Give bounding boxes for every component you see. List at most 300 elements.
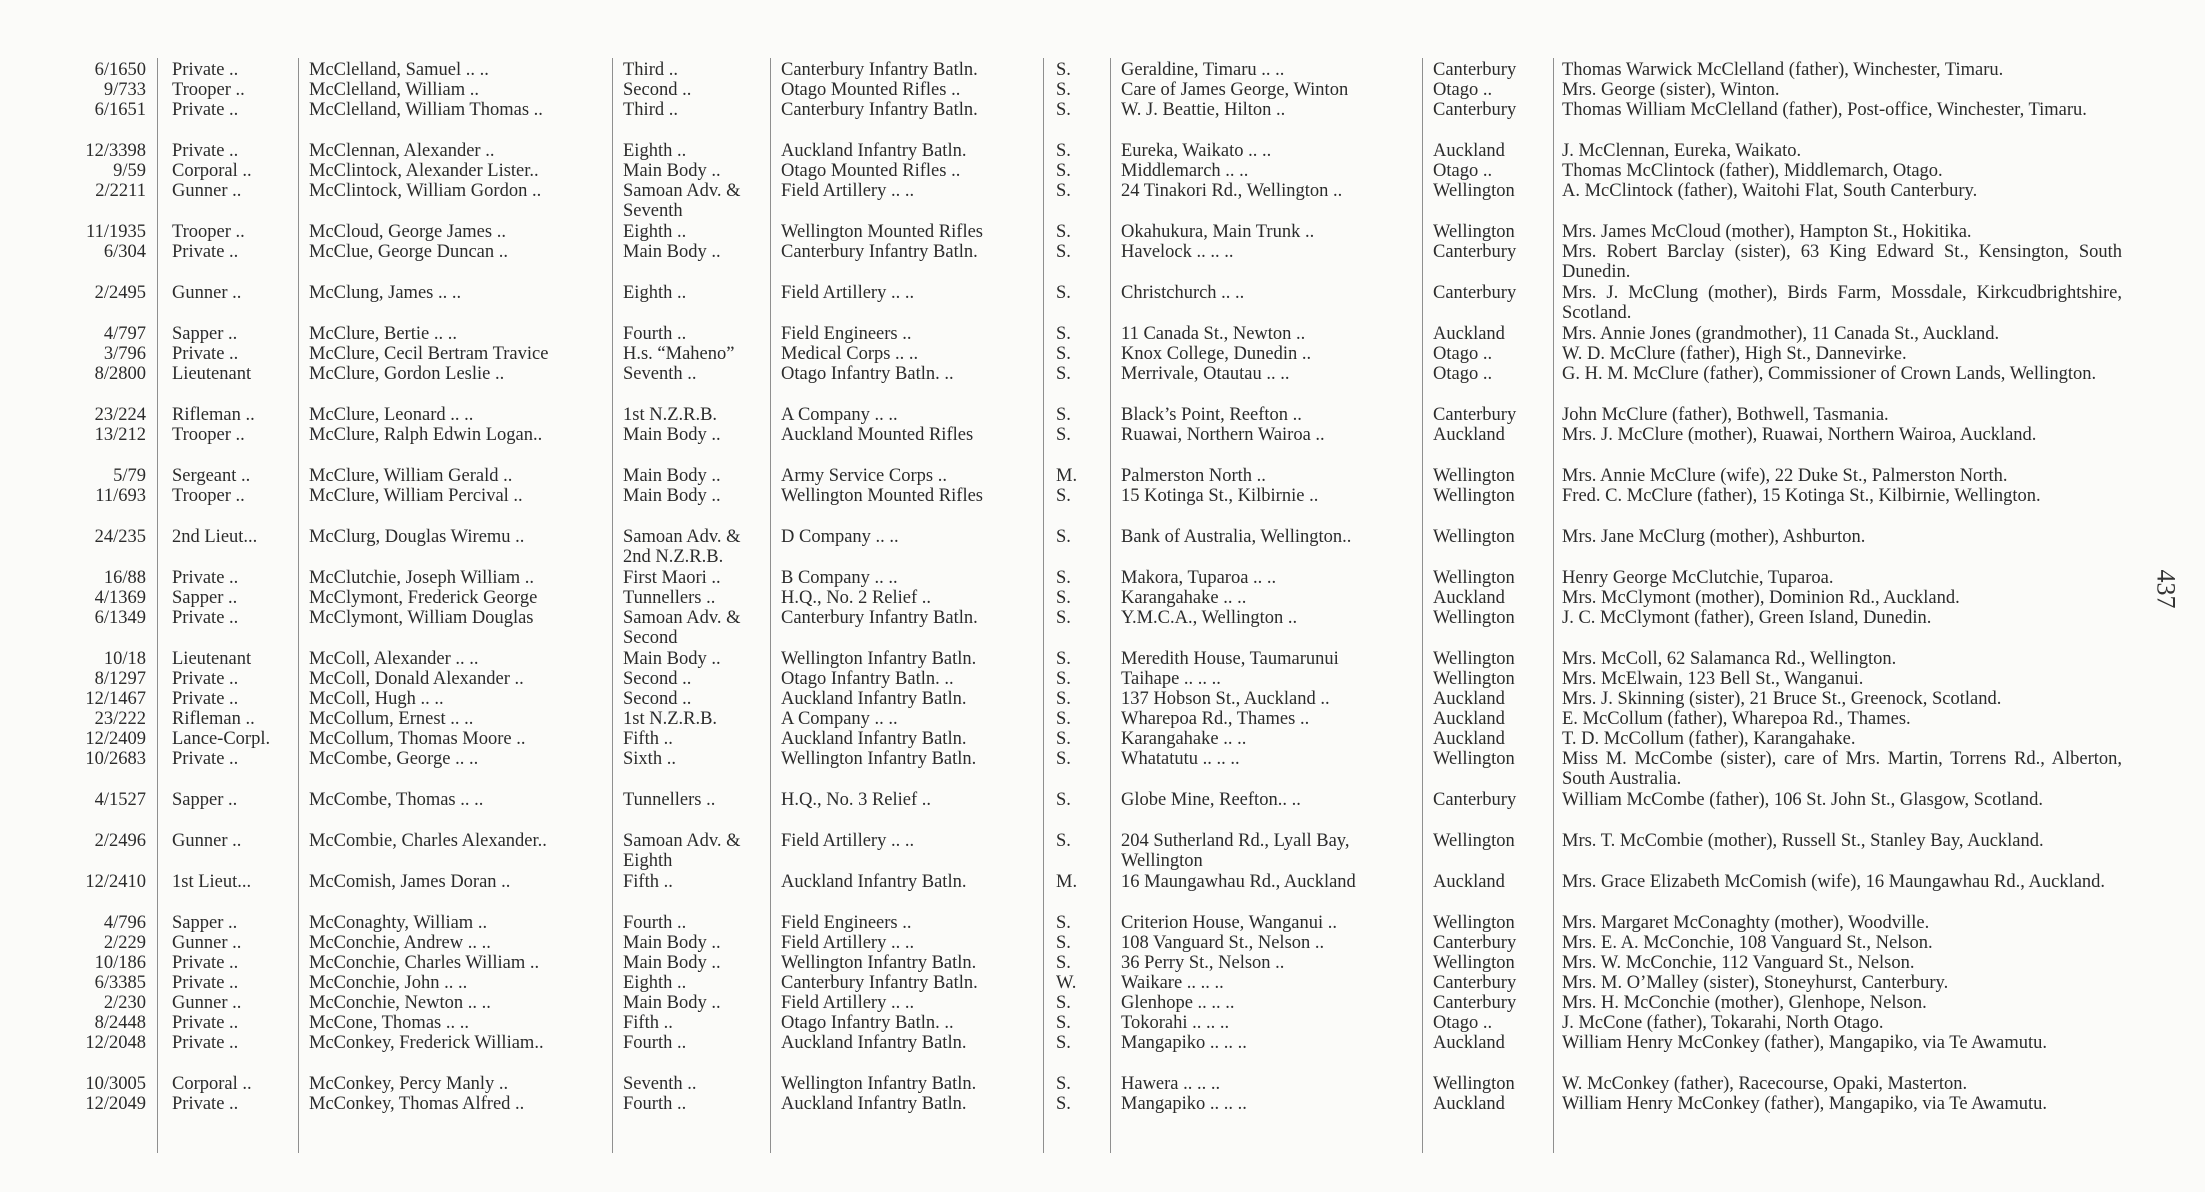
- district: Canterbury: [1433, 60, 1517, 80]
- unit: Otago Infantry Batln. ..: [781, 1013, 954, 1033]
- district: Auckland: [1433, 1094, 1505, 1114]
- marital-status: S.: [1056, 729, 1071, 749]
- next-of-kin: Mrs. J. McClung (mother), Birds Farm, Mossdale, Kirkcudbrightshire, Scotland.: [1562, 283, 2122, 324]
- last-address: Mangapiko .. .. ..: [1121, 1033, 1247, 1053]
- unit: Canterbury Infantry Batln.: [781, 100, 978, 120]
- marital-status: S.: [1056, 993, 1071, 1013]
- last-address: Taihape .. .. ..: [1121, 669, 1221, 689]
- rank: Private ..: [172, 60, 239, 80]
- soldier-name: McClure, Ralph Edwin Logan..: [309, 425, 543, 445]
- unit: Otago Infantry Batln. ..: [781, 364, 954, 384]
- unit: Canterbury Infantry Batln.: [781, 60, 978, 80]
- draft: Main Body ..: [623, 425, 721, 445]
- soldier-name: McClutchie, Joseph William ..: [309, 568, 534, 588]
- unit: Auckland Infantry Batln.: [781, 729, 967, 749]
- district: Wellington: [1433, 181, 1515, 201]
- unit: Canterbury Infantry Batln.: [781, 608, 978, 628]
- regimental-number: 16/88: [103, 568, 146, 588]
- rank: Trooper ..: [172, 222, 245, 242]
- last-address: Mangapiko .. .. ..: [1121, 1094, 1247, 1114]
- unit: Auckland Infantry Batln.: [781, 1033, 967, 1053]
- district: Canterbury: [1433, 100, 1517, 120]
- next-of-kin: A. McClintock (father), Waitohi Flat, South Canterbury.: [1562, 181, 1978, 201]
- unit: Auckland Mounted Rifles: [781, 425, 974, 445]
- marital-status: S.: [1056, 324, 1071, 344]
- soldier-name: McClure, William Percival ..: [309, 486, 523, 506]
- rank: Private ..: [172, 953, 239, 973]
- rank: Private ..: [172, 669, 239, 689]
- last-address: Globe Mine, Reefton.. ..: [1121, 790, 1301, 810]
- last-address: Hawera .. .. ..: [1121, 1074, 1221, 1094]
- soldier-name: McClung, James .. ..: [309, 283, 462, 303]
- district: Auckland: [1433, 729, 1505, 749]
- marital-status: M.: [1056, 466, 1078, 486]
- column-rule: [298, 58, 299, 1153]
- marital-status: S.: [1056, 242, 1071, 262]
- next-of-kin: Mrs. McColl, 62 Salamanca Rd., Wellington.: [1562, 649, 1897, 669]
- regimental-number: 13/212: [94, 425, 146, 445]
- marital-status: S.: [1056, 790, 1071, 810]
- rank: Sapper ..: [172, 324, 238, 344]
- rank: Private ..: [172, 1033, 239, 1053]
- soldier-name: McClure, William Gerald ..: [309, 466, 513, 486]
- next-of-kin: William McCombe (father), 106 St. John St., Glasgow, Scotland.: [1562, 790, 2044, 810]
- next-of-kin: Mrs. Annie McClure (wife), 22 Duke St., Palmerston North.: [1562, 466, 2008, 486]
- soldier-name: McClennan, Alexander ..: [309, 141, 495, 161]
- rank: Lieutenant: [172, 649, 252, 669]
- last-address: 36 Perry St., Nelson ..: [1121, 953, 1285, 973]
- district: Wellington: [1433, 913, 1515, 933]
- last-address: Eureka, Waikato .. ..: [1121, 141, 1272, 161]
- last-address: Knox College, Dunedin ..: [1121, 344, 1312, 364]
- last-address: Wharepoa Rd., Thames ..: [1121, 709, 1310, 729]
- last-address: Makora, Tuparoa .. ..: [1121, 568, 1277, 588]
- district: Canterbury: [1433, 405, 1517, 425]
- soldier-name: McConchie, Newton .. ..: [309, 993, 491, 1013]
- marital-status: S.: [1056, 100, 1071, 120]
- soldier-name: McClurg, Douglas Wiremu ..: [309, 527, 525, 547]
- unit: Wellington Infantry Batln.: [781, 649, 977, 669]
- soldier-name: McCollum, Ernest .. ..: [309, 709, 474, 729]
- rank: Trooper ..: [172, 425, 245, 445]
- next-of-kin: William Henry McConkey (father), Mangapiko, via Te Awamutu.: [1562, 1094, 2048, 1114]
- rank: Gunner ..: [172, 283, 242, 303]
- last-address: 15 Kotinga St., Kilbirnie ..: [1121, 486, 1319, 506]
- unit: Field Artillery .. ..: [781, 933, 915, 953]
- soldier-name: McClure, Gordon Leslie ..: [309, 364, 505, 384]
- soldier-name: McConkey, Percy Manly ..: [309, 1074, 509, 1094]
- draft: Seventh ..: [623, 364, 697, 384]
- regimental-number: 12/3398: [85, 141, 146, 161]
- unit: B Company .. ..: [781, 568, 898, 588]
- regimental-number: 10/18: [103, 649, 146, 669]
- next-of-kin: T. D. McCollum (father), Karangahake.: [1562, 729, 1856, 749]
- last-address: 16 Maungawhau Rd., Auckland: [1121, 872, 1356, 892]
- marital-status: S.: [1056, 486, 1071, 506]
- soldier-name: McColl, Donald Alexander ..: [309, 669, 524, 689]
- soldier-name: McConchie, Andrew .. ..: [309, 933, 491, 953]
- district: Wellington: [1433, 486, 1515, 506]
- next-of-kin: W. McConkey (father), Racecourse, Opaki, Masterton.: [1562, 1074, 1968, 1094]
- district: Auckland: [1433, 709, 1505, 729]
- regimental-number: 23/222: [94, 709, 146, 729]
- soldier-name: McConkey, Thomas Alfred ..: [309, 1094, 525, 1114]
- draft: Samoan Adv. & Eighth: [623, 831, 741, 872]
- soldier-name: McConaghty, William ..: [309, 913, 488, 933]
- last-address: Ruawai, Northern Wairoa ..: [1121, 425, 1325, 445]
- regimental-number: 10/2683: [85, 749, 146, 769]
- regimental-number: 2/2211: [95, 181, 146, 201]
- last-address: Karangahake .. ..: [1121, 588, 1247, 608]
- rank: Private ..: [172, 1013, 239, 1033]
- soldier-name: McClure, Bertie .. ..: [309, 324, 457, 344]
- soldier-name: McColl, Hugh .. ..: [309, 689, 444, 709]
- last-address: Havelock .. .. ..: [1121, 242, 1234, 262]
- regimental-number: 2/2495: [94, 283, 146, 303]
- next-of-kin: Mrs. McClymont (mother), Dominion Rd., Auckland.: [1562, 588, 1960, 608]
- rank: Private ..: [172, 1094, 239, 1114]
- marital-status: S.: [1056, 588, 1071, 608]
- district: Wellington: [1433, 953, 1515, 973]
- regimental-number: 12/1467: [85, 689, 146, 709]
- next-of-kin: Mrs. George (sister), Winton.: [1562, 80, 1780, 100]
- marital-status: M.: [1056, 872, 1078, 892]
- unit: Auckland Infantry Batln.: [781, 1094, 967, 1114]
- rank: Trooper ..: [172, 486, 245, 506]
- regimental-number: 12/2049: [85, 1094, 146, 1114]
- draft: Second ..: [623, 669, 692, 689]
- rank: Gunner ..: [172, 181, 242, 201]
- regimental-number: 8/1297: [94, 669, 146, 689]
- next-of-kin: Mrs. Robert Barclay (sister), 63 King Edward St., Kensington, South Dunedin.: [1562, 242, 2122, 283]
- rank: Trooper ..: [172, 80, 245, 100]
- rank: Sapper ..: [172, 588, 238, 608]
- draft: Tunnellers ..: [623, 790, 716, 810]
- soldier-name: McClintock, William Gordon ..: [309, 181, 542, 201]
- last-address: Criterion House, Wanganui ..: [1121, 913, 1338, 933]
- next-of-kin: Mrs. W. McConchie, 112 Vanguard St., Nelson.: [1562, 953, 1915, 973]
- next-of-kin: Henry George McClutchie, Tuparoa.: [1562, 568, 1834, 588]
- regimental-number: 4/1527: [94, 790, 146, 810]
- regimental-number: 6/3385: [94, 973, 146, 993]
- marital-status: S.: [1056, 689, 1071, 709]
- last-address: Y.M.C.A., Wellington ..: [1121, 608, 1298, 628]
- draft: H.s. “Maheno”: [623, 344, 735, 364]
- last-address: Palmerston North ..: [1121, 466, 1266, 486]
- district: Auckland: [1433, 588, 1505, 608]
- marital-status: S.: [1056, 608, 1071, 628]
- unit: Wellington Infantry Batln.: [781, 953, 977, 973]
- unit: H.Q., No. 3 Relief ..: [781, 790, 932, 810]
- draft: Sixth ..: [623, 749, 676, 769]
- next-of-kin: Thomas McClintock (father), Middlemarch, Otago.: [1562, 161, 1943, 181]
- unit: Wellington Infantry Batln.: [781, 749, 977, 769]
- soldier-name: McClure, Cecil Bertram Travice: [309, 344, 549, 364]
- next-of-kin: J. McClennan, Eureka, Waikato.: [1562, 141, 1802, 161]
- last-address: Meredith House, Taumarunui: [1121, 649, 1339, 669]
- next-of-kin: Miss M. McCombe (sister), care of Mrs. Martin, Torrens Rd., Alberton, South Australia.: [1562, 749, 2122, 790]
- next-of-kin: G. H. M. McClure (father), Commissioner of Crown Lands, Wellington.: [1562, 364, 2097, 384]
- soldier-name: McClelland, William Thomas ..: [309, 100, 543, 120]
- next-of-kin: W. D. McClure (father), High St., Dannevirke.: [1562, 344, 1907, 364]
- column-rule: [770, 58, 771, 1153]
- next-of-kin: Fred. C. McClure (father), 15 Kotinga St., Kilbirnie, Wellington.: [1562, 486, 2041, 506]
- unit: Field Artillery .. ..: [781, 831, 915, 851]
- regimental-number: 6/1650: [94, 60, 146, 80]
- unit: A Company .. ..: [781, 405, 898, 425]
- rank: 2nd Lieut...: [172, 527, 258, 547]
- last-address: W. J. Beattie, Hilton ..: [1121, 100, 1286, 120]
- district: Wellington: [1433, 527, 1515, 547]
- rank: Sapper ..: [172, 913, 238, 933]
- draft: Main Body ..: [623, 649, 721, 669]
- soldier-name: McColl, Alexander .. ..: [309, 649, 479, 669]
- marital-status: W.: [1056, 973, 1077, 993]
- district: Auckland: [1433, 141, 1505, 161]
- marital-status: S.: [1056, 80, 1071, 100]
- next-of-kin: Mrs. James McCloud (mother), Hampton St., Hokitika.: [1562, 222, 1972, 242]
- marital-status: S.: [1056, 1033, 1071, 1053]
- draft: Eighth ..: [623, 283, 687, 303]
- column-rule: [1422, 58, 1423, 1153]
- rank: Rifleman ..: [172, 405, 255, 425]
- rank: Private ..: [172, 141, 239, 161]
- district: Auckland: [1433, 425, 1505, 445]
- marital-status: S.: [1056, 749, 1071, 769]
- district: Canterbury: [1433, 242, 1517, 262]
- last-address: Black’s Point, Reefton ..: [1121, 405, 1302, 425]
- rank: Private ..: [172, 100, 239, 120]
- next-of-kin: John McClure (father), Bothwell, Tasmania.: [1562, 405, 1889, 425]
- district: Wellington: [1433, 669, 1515, 689]
- regimental-number: 6/1349: [94, 608, 146, 628]
- district: Wellington: [1433, 649, 1515, 669]
- regimental-number: 11/1935: [86, 222, 146, 242]
- next-of-kin: J. C. McClymont (father), Green Island, Dunedin.: [1562, 608, 1932, 628]
- next-of-kin: J. McCone (father), Tokarahi, North Otago.: [1562, 1013, 1884, 1033]
- unit: Medical Corps .. ..: [781, 344, 919, 364]
- regimental-number: 10/3005: [85, 1074, 146, 1094]
- regimental-number: 24/235: [94, 527, 146, 547]
- rank: Private ..: [172, 568, 239, 588]
- district: Otago ..: [1433, 1013, 1493, 1033]
- marital-status: S.: [1056, 953, 1071, 973]
- regimental-number: 9/59: [113, 161, 146, 181]
- draft: Main Body ..: [623, 486, 721, 506]
- soldier-name: McCombe, Thomas .. ..: [309, 790, 484, 810]
- unit: Canterbury Infantry Batln.: [781, 242, 978, 262]
- regimental-number: 6/1651: [94, 100, 146, 120]
- rank: Rifleman ..: [172, 709, 255, 729]
- unit: H.Q., No. 2 Relief ..: [781, 588, 932, 608]
- last-address: Okahukura, Main Trunk ..: [1121, 222, 1315, 242]
- draft: Eighth ..: [623, 141, 687, 161]
- marital-status: S.: [1056, 1094, 1071, 1114]
- regimental-number: 11/693: [95, 486, 146, 506]
- last-address: 137 Hobson St., Auckland ..: [1121, 689, 1330, 709]
- rank: Private ..: [172, 344, 239, 364]
- draft: Eighth ..: [623, 222, 687, 242]
- column-rule: [157, 58, 158, 1153]
- soldier-name: McClue, George Duncan ..: [309, 242, 508, 262]
- soldier-name: McCombie, Charles Alexander..: [309, 831, 547, 851]
- rank: Corporal ..: [172, 1074, 252, 1094]
- regimental-number: 6/304: [103, 242, 146, 262]
- regimental-number: 4/797: [103, 324, 146, 344]
- regimental-number: 9/733: [103, 80, 146, 100]
- district: Wellington: [1433, 608, 1515, 628]
- draft: Seventh ..: [623, 1074, 697, 1094]
- marital-status: S.: [1056, 344, 1071, 364]
- district: Canterbury: [1433, 973, 1517, 993]
- rank: Corporal ..: [172, 161, 252, 181]
- draft: Main Body ..: [623, 466, 721, 486]
- next-of-kin: Mrs. Jane McClurg (mother), Ashburton.: [1562, 527, 1866, 547]
- last-address: Glenhope .. .. ..: [1121, 993, 1235, 1013]
- district: Wellington: [1433, 222, 1515, 242]
- next-of-kin: Mrs. T. McCombie (mother), Russell St., Stanley Bay, Auckland.: [1562, 831, 2044, 851]
- marital-status: S.: [1056, 527, 1071, 547]
- district: Auckland: [1433, 872, 1505, 892]
- draft: Second ..: [623, 689, 692, 709]
- last-address: Merrivale, Otautau .. ..: [1121, 364, 1290, 384]
- district: Canterbury: [1433, 933, 1517, 953]
- soldier-name: McCloud, George James ..: [309, 222, 506, 242]
- last-address: Tokorahi .. .. ..: [1121, 1013, 1230, 1033]
- next-of-kin: Mrs. Annie Jones (grandmother), 11 Canada St., Auckland.: [1562, 324, 2000, 344]
- draft: Eighth ..: [623, 973, 687, 993]
- rank: Private ..: [172, 973, 239, 993]
- last-address: Christchurch .. ..: [1121, 283, 1245, 303]
- unit: Wellington Infantry Batln.: [781, 1074, 977, 1094]
- next-of-kin: Mrs. J. McClure (mother), Ruawai, Northern Wairoa, Auckland.: [1562, 425, 2037, 445]
- district: Wellington: [1433, 466, 1515, 486]
- next-of-kin: Mrs. McElwain, 123 Bell St., Wanganui.: [1562, 669, 1864, 689]
- district: Auckland: [1433, 324, 1505, 344]
- regimental-number: 8/2800: [94, 364, 146, 384]
- soldier-name: McClure, Leonard .. ..: [309, 405, 474, 425]
- unit: Otago Mounted Rifles ..: [781, 161, 961, 181]
- rank: Private ..: [172, 749, 239, 769]
- unit: Otago Mounted Rifles ..: [781, 80, 961, 100]
- soldier-name: McComish, James Doran ..: [309, 872, 511, 892]
- regimental-number: 2/230: [103, 993, 146, 1013]
- marital-status: S.: [1056, 649, 1071, 669]
- rank: Sapper ..: [172, 790, 238, 810]
- draft: Samoan Adv. & Seventh: [623, 181, 741, 222]
- unit: Auckland Infantry Batln.: [781, 689, 967, 709]
- last-address: Waikare .. .. ..: [1121, 973, 1224, 993]
- district: Otago ..: [1433, 161, 1493, 181]
- soldier-name: McClymont, Frederick George: [309, 588, 538, 608]
- regimental-number: 12/2410: [85, 872, 146, 892]
- draft: Tunnellers ..: [623, 588, 716, 608]
- soldier-name: McClintock, Alexander Lister..: [309, 161, 539, 181]
- district: Canterbury: [1433, 993, 1517, 1013]
- last-address: 24 Tinakori Rd., Wellington ..: [1121, 181, 1343, 201]
- district: Otago ..: [1433, 344, 1493, 364]
- unit: Field Engineers ..: [781, 913, 912, 933]
- rank: Sergeant ..: [172, 466, 251, 486]
- next-of-kin: Thomas Warwick McClelland (father), Winchester, Timaru.: [1562, 60, 2004, 80]
- draft: Main Body ..: [623, 161, 721, 181]
- unit: Field Artillery .. ..: [781, 993, 915, 1013]
- unit: Field Artillery .. ..: [781, 181, 915, 201]
- column-rule: [1110, 58, 1111, 1153]
- next-of-kin: E. McCollum (father), Wharepoa Rd., Thames.: [1562, 709, 1911, 729]
- marital-status: S.: [1056, 669, 1071, 689]
- draft: Third ..: [623, 60, 678, 80]
- soldier-name: McCollum, Thomas Moore ..: [309, 729, 526, 749]
- draft: Fourth ..: [623, 1094, 687, 1114]
- district: Wellington: [1433, 1074, 1515, 1094]
- marital-status: S.: [1056, 161, 1071, 181]
- unit: D Company .. ..: [781, 527, 899, 547]
- unit: Field Engineers ..: [781, 324, 912, 344]
- draft: Fourth ..: [623, 913, 687, 933]
- unit: Wellington Mounted Rifles: [781, 486, 983, 506]
- last-address: 204 Sutherland Rd., Lyall Bay, Wellington: [1121, 831, 1350, 872]
- regimental-number: 8/2448: [94, 1013, 146, 1033]
- column-rule: [612, 58, 613, 1153]
- district: Auckland: [1433, 689, 1505, 709]
- district: Wellington: [1433, 749, 1515, 769]
- soldier-name: McCone, Thomas .. ..: [309, 1013, 469, 1033]
- unit: Otago Infantry Batln. ..: [781, 669, 954, 689]
- marital-status: S.: [1056, 405, 1071, 425]
- district: Otago ..: [1433, 80, 1493, 100]
- rank: Gunner ..: [172, 933, 242, 953]
- draft: Fifth ..: [623, 872, 673, 892]
- soldier-name: McConchie, Charles William ..: [309, 953, 540, 973]
- marital-status: S.: [1056, 364, 1071, 384]
- marital-status: S.: [1056, 568, 1071, 588]
- regimental-number: 12/2409: [85, 729, 146, 749]
- last-address: Geraldine, Timaru .. ..: [1121, 60, 1285, 80]
- draft: Main Body ..: [623, 242, 721, 262]
- rank: Private ..: [172, 608, 239, 628]
- unit: Army Service Corps ..: [781, 466, 947, 486]
- last-address: Karangahake .. ..: [1121, 729, 1247, 749]
- draft: Fifth ..: [623, 1013, 673, 1033]
- column-rule: [1553, 58, 1554, 1153]
- next-of-kin: Mrs. H. McConchie (mother), Glenhope, Nelson.: [1562, 993, 1927, 1013]
- draft: Main Body ..: [623, 953, 721, 973]
- soldier-name: McClelland, Samuel .. ..: [309, 60, 489, 80]
- unit: Auckland Infantry Batln.: [781, 872, 967, 892]
- district: Canterbury: [1433, 790, 1517, 810]
- marital-status: S.: [1056, 709, 1071, 729]
- regimental-number: 4/1369: [94, 588, 146, 608]
- draft: First Maori ..: [623, 568, 721, 588]
- draft: Main Body ..: [623, 933, 721, 953]
- regimental-number: 5/79: [113, 466, 146, 486]
- rank: Lieutenant: [172, 364, 252, 384]
- rank: 1st Lieut...: [172, 872, 252, 892]
- regimental-number: 12/2048: [85, 1033, 146, 1053]
- marital-status: S.: [1056, 1013, 1071, 1033]
- regimental-number: 4/796: [103, 913, 146, 933]
- district: Otago ..: [1433, 364, 1493, 384]
- rank: Private ..: [172, 689, 239, 709]
- next-of-kin: Mrs. Margaret McConaghty (mother), Woodville.: [1562, 913, 1930, 933]
- marital-status: S.: [1056, 831, 1071, 851]
- marital-status: S.: [1056, 222, 1071, 242]
- draft: Fifth ..: [623, 729, 673, 749]
- soldier-name: McConkey, Frederick William..: [309, 1033, 544, 1053]
- marital-status: S.: [1056, 283, 1071, 303]
- soldier-name: McClymont, William Douglas: [309, 608, 534, 628]
